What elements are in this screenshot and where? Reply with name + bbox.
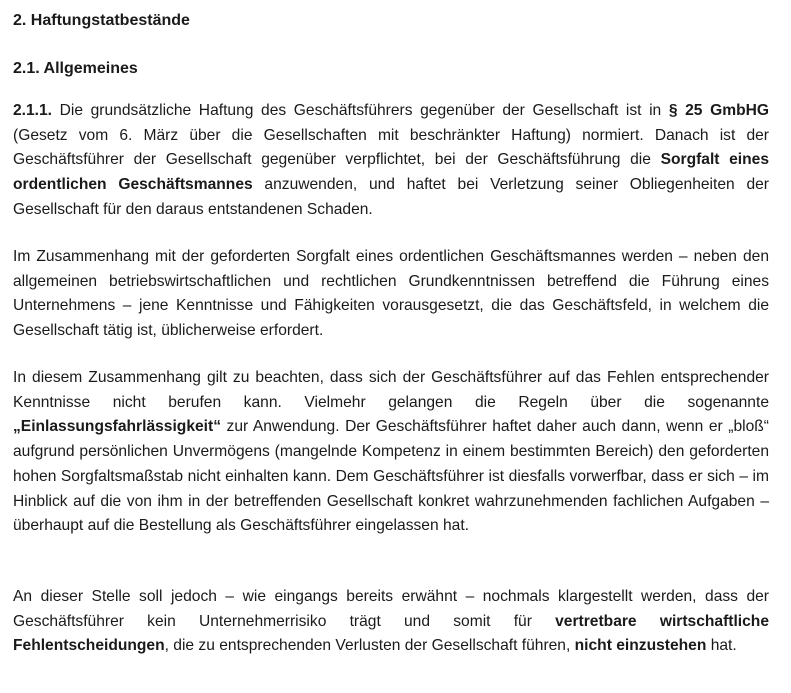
law-reference: § 25 GmbHG xyxy=(668,102,769,119)
emphasis-text: vertretbare wirtschaftliche Fehlentscheidungen xyxy=(13,612,770,655)
paragraph-sorgfalt xyxy=(13,245,769,344)
paragraph-text: anzuwenden, und haftet bei Verletzung seiner Obliegenheiten der Gesellschaft für den daraus entstandenen Schaden. xyxy=(13,176,769,218)
paragraph-2-1-1 xyxy=(13,99,769,223)
paragraph-text: An dieser Stelle soll jedoch – wie eingangs bereits erwähnt – nochmals klargestellt werden, dass der Geschäftsführer kein Unternehmerrisiko trägt und somit für xyxy=(13,588,769,630)
paragraph-text: Im Zusammenhang mit der geforderten Sorgfalt eines ordentlichen Geschäftsmannes werden – neben den allgemeinen betriebswirtschaftlichen und rechtlichen Grundkenntnissen betreffend die Führung eines Unternehmens – jene Kenntnisse und Fähigkeiten vorausgesetzt, die das Geschäftsfeld, in welchem die Gesellschaft tätig ist, üblicherweise erfordert. xyxy=(13,248,769,340)
paragraph-number: 2.1.1. xyxy=(13,102,53,119)
paragraph-unternehmerrisiko xyxy=(13,585,769,659)
paragraph-einlassung xyxy=(13,366,769,539)
paragraph-text: hat. xyxy=(706,637,737,655)
paragraph-text: (Gesetz vom 6. März über die Gesellschaften mit beschränkter Haftung) normiert. Danach ist der Geschäftsführer der Gesellschaft gegenüber verpflichtet, bei der Geschäftsführung die xyxy=(13,126,769,169)
paragraph-text: zur Anwendung. Der Geschäftsführer haftet daher auch dann, wenn er „bloß“ aufgrund persönlichen Unvermögens (mangelnde Kompetenz in einem bestimmten Bereich) den geforderten hohen Sorgfaltsmaßstab nicht einhalten kann. Dem Geschäftsführer ist diesfalls vorwerfbar, dass er sich – im Hinblick auf die von ihm in der betreffenden Gesellschaft konkret wahrzunehmenden fachlichen Aufgaben – überhaupt auf die Bestellung als Geschäftsführer eingelassen hat. xyxy=(13,418,769,535)
section-heading: 2. Haftungstatbestände xyxy=(13,12,190,29)
emphasis-text: nicht einzustehen xyxy=(574,637,707,655)
paragraph-text: In diesem Zusammenhang gilt zu beachten, dass sich der Geschäftsführer auf das Fehlen entsprechender Kenntnisse nicht berufen kann. Vielmehr gelangen die Regeln über die sogenannte xyxy=(13,369,769,411)
paragraph-text: Die grundsätzliche Haftung des Geschäftsführers gegenüber der Gesellschaft ist in xyxy=(52,102,669,119)
emphasis-text: „Einlassungsfahrlässigkeit“ xyxy=(13,418,221,436)
subsection-heading: 2.1. Allgemeines xyxy=(13,60,138,77)
emphasis-text: Sorgfalt eines ordentlichen Geschäftsmannes xyxy=(13,151,770,194)
paragraph-text: , die zu entsprechenden Verlusten der Gesellschaft führen, xyxy=(164,637,575,655)
